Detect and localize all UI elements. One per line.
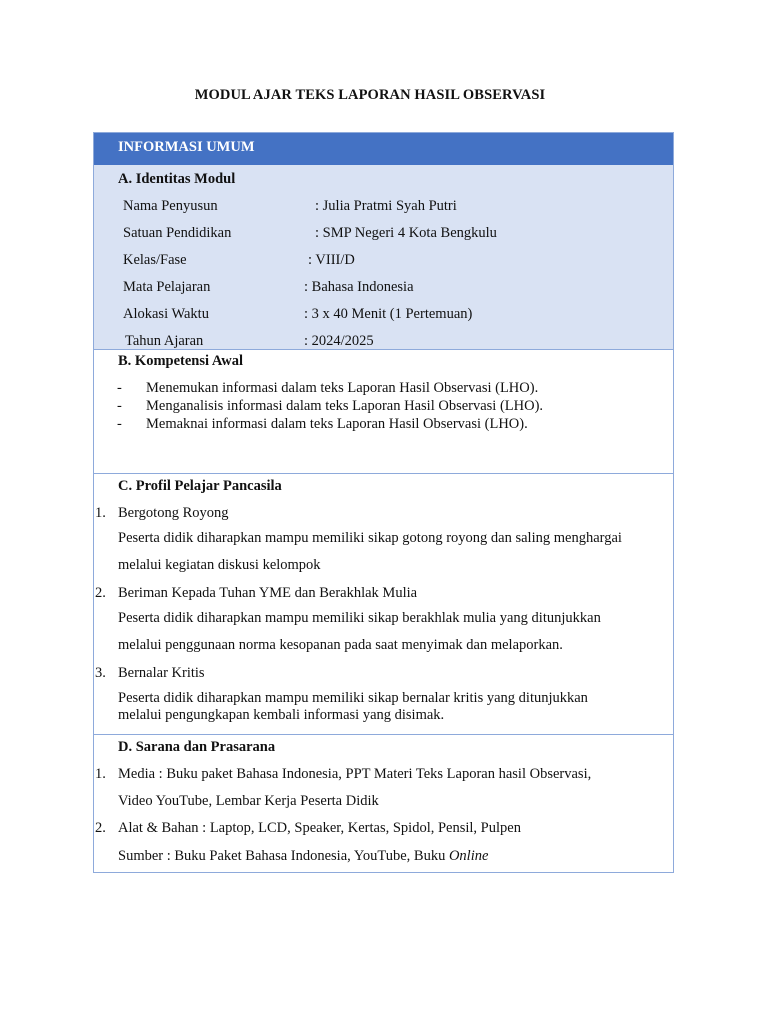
list-item: Memaknai informasi dalam teks Laporan Hasil Observasi (LHO). [146,416,528,432]
alat-bahan-line: Alat & Bahan : Laptop, LCD, Speaker, Kertas, Spidol, Pensil, Pulpen [118,820,521,836]
list-number: 2. [95,820,106,836]
value-nama-penyusun: : Julia Pratmi Syah Putri [315,198,457,214]
list-item: Menemukan informasi dalam teks Laporan Hasil Observasi (LHO). [146,380,539,396]
list-number: 1. [95,766,106,782]
profile-description: Peserta didik diharapkan mampu memiliki sikap gotong royong dan saling menghargai [118,530,622,546]
section-b-heading: B. Kompetensi Awal [118,353,243,369]
media-line: Media : Buku paket Bahasa Indonesia, PPT Materi Teks Laporan hasil Observasi, [118,766,592,782]
list-item: Menganalisis informasi dalam teks Laporan Hasil Observasi (LHO). [146,398,544,414]
profile-description: Peserta didik diharapkan mampu memiliki sikap bernalar kritis yang ditunjukkan [118,690,588,706]
list-number: 3. [95,665,106,681]
value-satuan-pendidikan: : SMP Negeri 4 Kota Bengkulu [315,225,497,241]
value-alokasi-waktu: : 3 x 40 Menit (1 Pertemuan) [304,306,473,322]
section-profil-pelajar [94,474,673,735]
list-number: 1. [95,505,106,521]
label-nama-penyusun: Nama Penyusun [123,198,218,214]
info-table [93,132,674,873]
sumber-text: Sumber : Buku Paket Bahasa Indonesia, YouTube, Buku [118,848,449,864]
profile-description: melalui penggunaan norma kesopanan pada saat menyimak dan melaporkan. [118,637,563,653]
profile-description: melalui pengungkapan kembali informasi yang disimak. [118,707,445,723]
section-d-heading: D. Sarana dan Prasarana [118,739,276,755]
bullet-marker: - [117,398,122,414]
sumber-online-italic: Online [448,848,489,864]
section-c-heading: C. Profil Pelajar Pancasila [118,478,282,494]
profile-title: Bergotong Royong [118,505,229,521]
sumber-line [118,848,488,865]
label-kelas-fase: Kelas/Fase [123,252,187,268]
profile-title: Bernalar Kritis [118,665,205,681]
bullet-marker: - [117,416,122,432]
value-kelas-fase: : VIII/D [308,252,355,268]
section-kompetensi-awal [94,350,673,474]
label-alokasi-waktu: Alokasi Waktu [123,306,209,322]
document-title: MODUL AJAR TEKS LAPORAN HASIL OBSERVASI [194,87,546,103]
label-tahun-ajaran: Tahun Ajaran [125,333,204,349]
bullet-marker: - [117,380,122,396]
section-identitas-modul [94,165,673,350]
profile-description: melalui kegiatan diskusi kelompok [118,557,321,573]
section-a-heading: A. Identitas Modul [118,171,236,187]
value-tahun-ajaran: : 2024/2025 [304,333,374,349]
value-mata-pelajaran: : Bahasa Indonesia [304,279,414,295]
label-mata-pelajaran: Mata Pelajaran [123,279,211,295]
profile-title: Beriman Kepada Tuhan YME dan Berakhlak Mulia [118,585,418,601]
media-line: Video YouTube, Lembar Kerja Peserta Didik [118,793,379,809]
list-number: 2. [95,585,106,601]
header-label: INFORMASI UMUM [118,139,255,155]
section-sarana-prasarana [94,735,673,874]
profile-description: Peserta didik diharapkan mampu memiliki sikap berakhlak mulia yang ditunjukkan [118,610,601,626]
table-header [94,133,673,165]
label-satuan-pendidikan: Satuan Pendidikan [123,225,232,241]
